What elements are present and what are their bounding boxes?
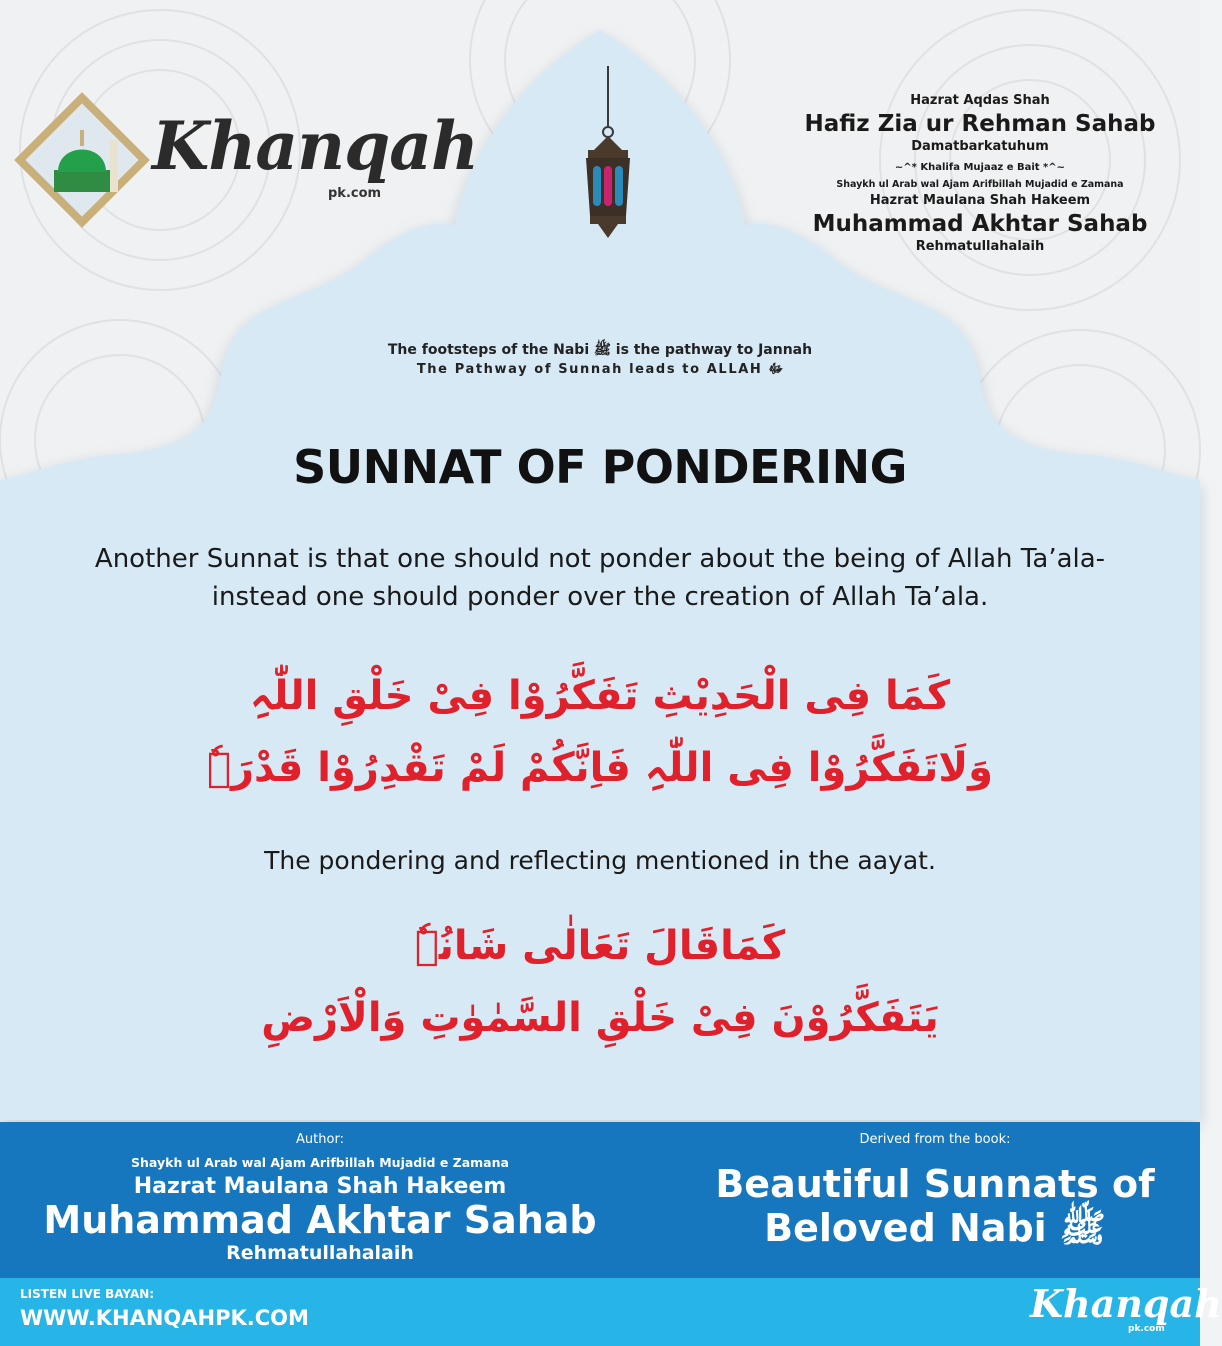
tagline-line: The footsteps of the Nabi ﷺ is the pathway to Jannah [387, 342, 813, 358]
author-name: Muhammad Akhtar Sahab [43, 1198, 597, 1242]
tagline-line: The Pathway of Sunnah leads to ALLAH ﷻ [416, 362, 784, 377]
footer-logo-domain: pk.com [1128, 1324, 1165, 1334]
arabic-aayat-text [100, 910, 1100, 1054]
book-caption: Derived from the book: [859, 1132, 1011, 1147]
bottom-strip [0, 1278, 1222, 1346]
author-block [20, 1130, 620, 1264]
aayat-intro-text: The pondering and reflecting mentioned in the aayat. [264, 846, 936, 875]
author-honorific: Hazrat Maulana Shah Hakeem [133, 1174, 507, 1199]
description-paragraph: Another Sunnat is that one should not ponder about the being of Allah Ta’ala- instead one should ponder over the creation of Allah Ta’ala. [94, 544, 1106, 612]
arabic-line: یَتَفَکَّرُوْنَ فِیْ خَلْقِ السَّمٰوٰتِ وَالْاَرْضِ [261, 995, 939, 1041]
footer-logo[interactable]: Khanqah [1030, 1281, 1222, 1326]
author-caption: Author: [296, 1132, 344, 1147]
title-line: Shaykh ul Arab wal Ajam Arifbillah Mujadid e Zamana [836, 179, 1124, 190]
honorific-line: Damatbarkatuhum [911, 139, 1049, 154]
footer-credits [0, 1122, 1200, 1278]
book-title-line: Beloved Nabi ﷺ [764, 1206, 1106, 1250]
khalifa-line: ~^* Khalifa Mujaaz e Bait *^~ [894, 162, 1066, 173]
arabic-line: كَمَا فِی الْحَدِیْثِ تَفَکَّرُوْا فِیْ خَلْقِ اللّٰہِ [249, 673, 951, 719]
book-title-line: Beautiful Sunnats of [715, 1162, 1155, 1206]
listen-label: LISTEN LIVE BAYAN: [20, 1287, 155, 1301]
logo-domain: pk.com [328, 186, 382, 201]
green-dome-icon [22, 100, 142, 220]
honorifics-block [780, 92, 1180, 256]
khanqah-logo[interactable] [22, 100, 478, 220]
website-link[interactable]: WWW.KHANQAHPK.COM [20, 1306, 309, 1330]
arabic-line: کَمَاقَالَ تَعَالٰی شَانُہٗ [414, 923, 786, 969]
author-suffix: Rehmatullahalaih [226, 1242, 414, 1264]
lantern-icon [568, 66, 648, 246]
arabic-hadith-text [100, 660, 1100, 804]
honorific-line: Hazrat Aqdas Shah [910, 93, 1050, 108]
book-title [690, 1162, 1180, 1250]
logo-wordmark: Khanqah [152, 107, 478, 185]
tagline [300, 340, 900, 380]
book-block [690, 1130, 1180, 1250]
honorific-line: Hazrat Maulana Shah Hakeem [869, 193, 1091, 208]
honorific-line: Rehmatullahalaih [915, 239, 1045, 254]
arabic-line: وَلَاتَفَکَّرُوْا فِی اللّٰہِ فَاِنَّکُمْ لَمْ تَقْدِرُوْا قَدْرَہٗ [207, 745, 993, 791]
page-title: SUNNAT OF PONDERING [293, 440, 907, 494]
name-line: Muhammad Akhtar Sahab [812, 211, 1148, 237]
author-title: Shaykh ul Arab wal Ajam Arifbillah Mujadid e Zamana [131, 1155, 509, 1170]
name-line: Hafiz Zia ur Rehman Sahab [804, 111, 1156, 137]
